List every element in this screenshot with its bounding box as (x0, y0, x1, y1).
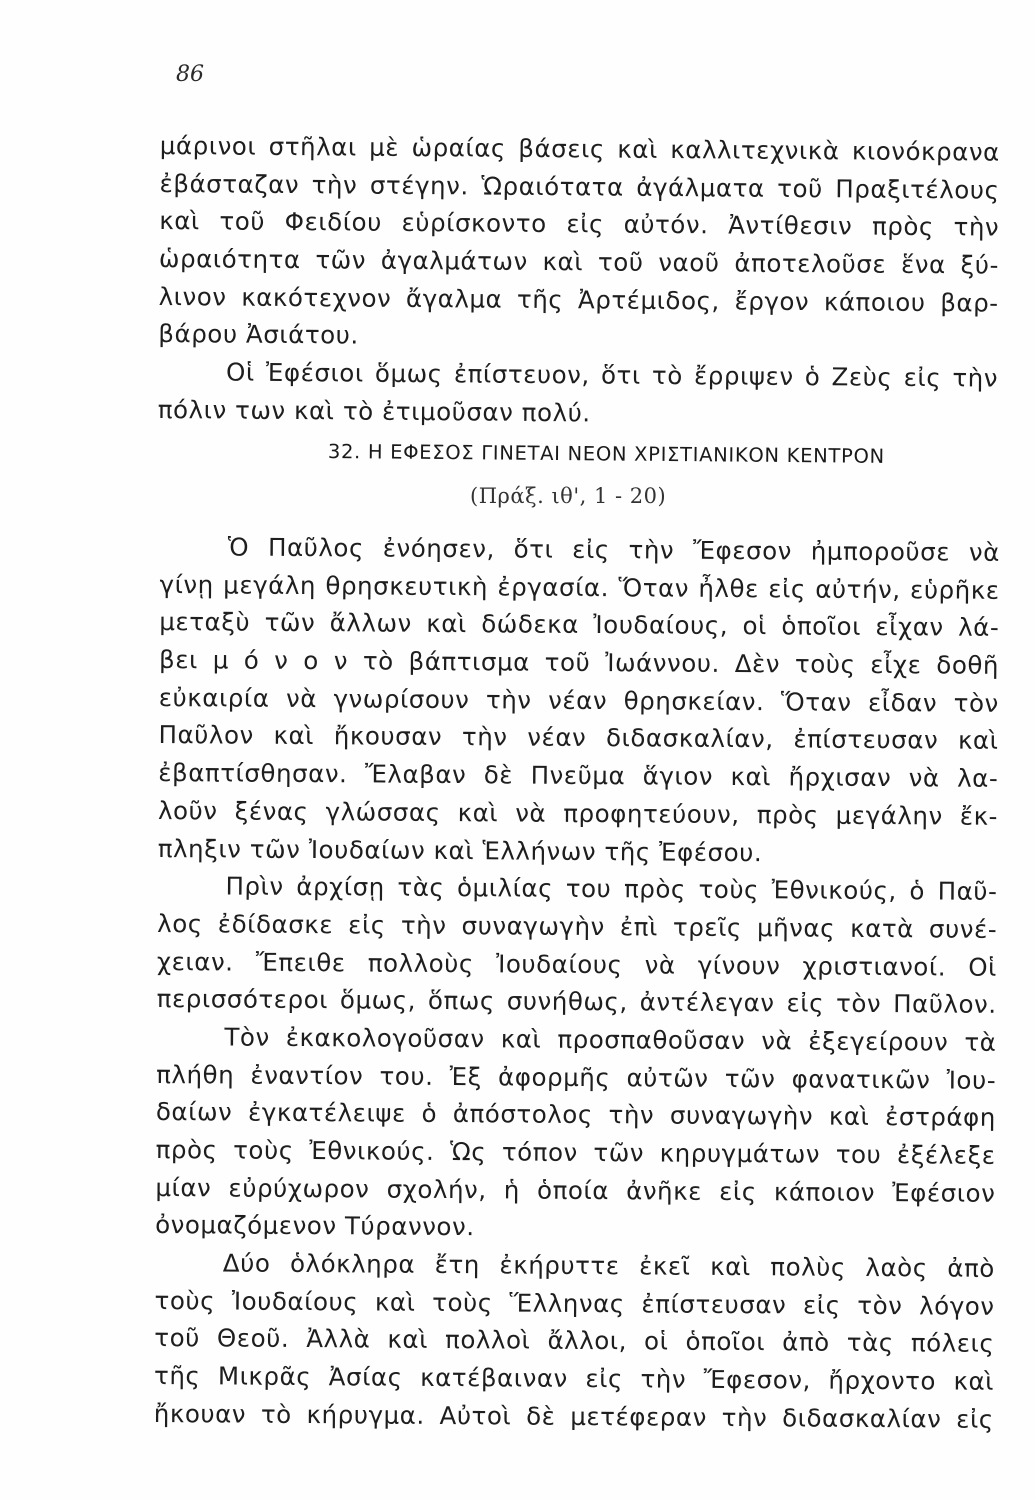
text-line: μάρινοι στῆλαι μὲ ὡραίας βάσεις καὶ καλλιτεχνικὰ κιονόκρανα (159, 130, 1000, 167)
text-line: εὐκαιρία νὰ γνωρίσουν τὴν νέαν θρησκείαν. Ὅταν εἶδαν τὸν (158, 682, 999, 718)
text-line: καὶ τοῦ Φειδίου εὑρίσκοντο εἰς αὐτόν. Ἀντίθεσιν πρὸς τὴν (159, 206, 1000, 242)
text-line: τοῦ Θεοῦ. Ἀλλὰ καὶ πολλοὶ ἄλλοι, οἱ ὁποῖοι ἀπὸ τὰς πόλεις (154, 1323, 995, 1359)
text-line: πρὸς τοὺς Ἐθνικούς. Ὡς τόπον τῶν κηρυγμάτων του ἐξέλεξε (155, 1134, 996, 1170)
text-line: λος ἐδίδασκε εἰς τὴν συναγωγὴν ἐπὶ τρεῖς μῆνας κατὰ συνέ- (157, 908, 998, 944)
intro-paragraphs (158, 127, 1000, 435)
text-line: τῆς Μικρᾶς Ἀσίας κατέβαιναν εἰς τὴν Ἔφεσον, ἤρχοντο καὶ (153, 1361, 995, 1396)
text-line: Πρὶν ἀρχίσῃ τὰς ὁμιλίας του πρὸς τοὺς Ἐθνικούς, ὁ Παῦ- (225, 871, 998, 907)
text-line: πληξιν τῶν Ἰουδαίων καὶ Ἑλλήνων τῆς Ἐφέσου. (157, 833, 763, 867)
text-line: λοῦν ξένας γλώσσας καὶ νὰ προφητεύουν, πρὸς μεγάλην ἔκ- (157, 795, 999, 831)
text-line: Παῦλον καὶ ἤκουσαν τὴν νέαν διδασκαλίαν, ἐπίστευσαν καὶ (158, 720, 999, 756)
text-line: πόλιν των καὶ τὸ ἐτιμοῦσαν πολύ. (157, 394, 591, 428)
text-line: Τὸν ἐκακολογοῦσαν καὶ προσπαθοῦσαν νὰ ἐξεγείρουν τὰ (224, 1022, 997, 1057)
text-line: ὡραιότητα τῶν ἀγαλμάτων καὶ τοῦ ναοῦ ἀποτελοῦσε ἕνα ξύ- (158, 244, 1000, 280)
text-line: τοὺς Ἰουδαίους καὶ τοὺς Ἕλληνας ἐπίστευσαν εἰς τὸν λόγον (154, 1285, 995, 1321)
text-line: ἐβάσταζαν τὴν στέγην. Ὡραιότατα ἀγάλματα τοῦ Πραξιτέλους (159, 168, 1000, 205)
text-line: ὀνομαζόμενον Τύραννον. (155, 1210, 475, 1242)
text-line: λινον κακότεχνον ἄγαλμα τῆς Ἀρτέμιδος, ἔργον κάποιου βαρ- (158, 281, 999, 318)
text-line: Δύο ὁλόκληρα ἔτη ἐκήρυττε ἐκεῖ καὶ πολὺς λαὸς ἀπὸ (222, 1248, 995, 1283)
text-line: Οἱ Ἐφέσιοι ὅμως ἐπίστευον, ὅτι τὸ ἔρριψεν ὁ Ζεὺς εἰς τὴν (225, 357, 999, 393)
section-heading: 32. Η ΕΦΕΣΟΣ ΓΙΝΕΤΑΙ ΝΕΟΝ ΧΡΙΣΤΙΑΝΙΚΟΝ ΚΕΝΤΡΟΝ (327, 440, 885, 468)
text-line: γίνῃ μεγάλη θρησκευτικὴ ἐργασία. Ὅταν ἦλθε εἰς αὐτήν, εὑρῆκε (159, 569, 1000, 605)
text-line: βάρου Ἀσιάτου. (158, 319, 359, 351)
text-line: Ὁ Παῦλος ἐνόησεν, ὅτι εἰς τὴν Ἔφεσον ἠμποροῦσε νὰ (227, 532, 1000, 567)
text-line: περισσότεροι ὅμως, ὅπως συνήθως, ἀντέλεγαν εἰς τὸν Παῦλον. (156, 984, 997, 1020)
text-line: μίαν εὐρύχωρον σχολήν, ἡ ὁποία ἀνῆκε εἰς κάποιον Ἐφέσιον (155, 1172, 996, 1208)
body-paragraphs (154, 528, 1000, 1438)
text-line: χειαν. Ἔπειθε πολλοὺς Ἰουδαίους νὰ γίνουν χριστιανοί. Οἱ (156, 946, 998, 982)
page-number: 86 (176, 62, 204, 87)
text-line: δαίων ἐγκατέλειψε ὁ ἀπόστολος τὴν συναγωγὴν καὶ ἐστράφη (155, 1097, 997, 1133)
text-line: ἤκουαν τὸ κήρυγμα. Αὐτοὶ δὲ μετέφεραν τὴν διδασκαλίαν εἰς (153, 1398, 994, 1434)
text-line: ἐβαπτίσθησαν. Ἔλαβαν δὲ Πνεῦμα ἅγιον καὶ ἤρχισαν νὰ λα- (158, 758, 999, 793)
text-line: πλήθη ἐναντίον του. Ἐξ ἀφορμῆς αὐτῶν τῶν φανατικῶν Ἰου- (156, 1059, 997, 1095)
section-reference: (Πράξ. ιθ', 1 - 20) (470, 484, 667, 508)
text-line: μεταξὺ τῶν ἄλλων καὶ δώδεκα Ἰουδαίους, οἱ ὁποῖοι εἶχαν λά- (159, 607, 1000, 643)
text-line: βει μ ό ν ο ν τὸ βάπτισμα τοῦ Ἰωάννου. Δὲν τοὺς εἶχε δοθῆ (158, 645, 1000, 680)
